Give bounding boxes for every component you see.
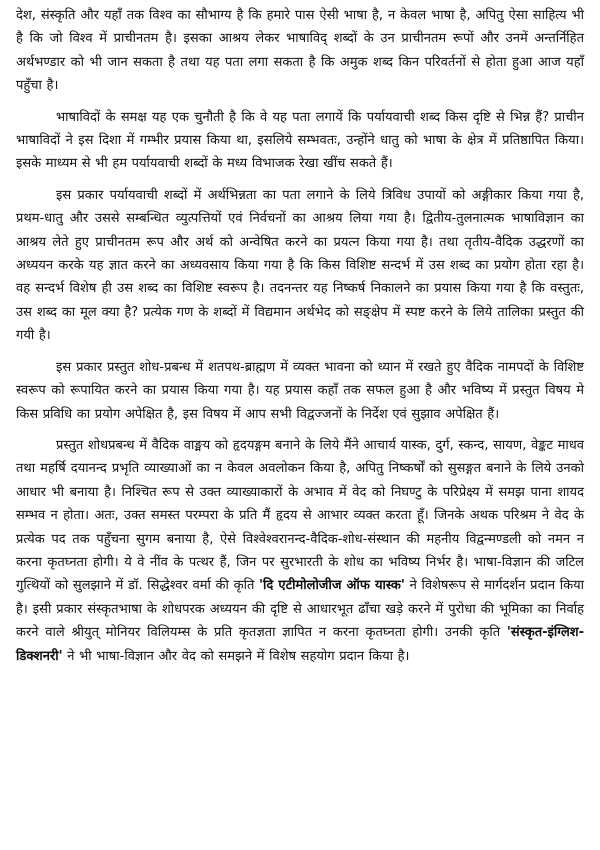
paragraph-1: देश, संस्कृति और यहाँ तक विश्व का सौभाग्य है कि हमारे पास ऐसी भाषा है, न केवल भाषा है, अपितु ऐसा साहित्य भी है कि जो विश्व में प्राचीनतम है। इसका आश्रय लेकर भाषाविद् शब्दों के उन प्राचीनतम रूपों और उनमें अन्तर्निहित अर्थभण्डार को भी जान सकता है तथा यह पता लगा सकता है कि अमुक शब्द किन परिवर्तनों से होता हुआ आज यहाँ पहुँचा है। xyxy=(16,8,584,94)
paragraph-5-part-b: ने विशेषरूप से मार्गदर्शन प्रदान किया है। इसी प्रकार संस्कृतभाषा के शोधपरक अध्ययन की दृष्टि से आधारभूत ढाँचा खड़े करने में पुरोधा की भूमिका का निर्वाह करने वाले श्रीयुत् मोनियर विलियम्स के प्रति कृतज्ञता ज्ञापित न करना कृतघ्नता होगी। उनकी कृति xyxy=(16,578,585,641)
book-title-etymologies: 'दि एटीमोलोजीज ऑफ यास्क' xyxy=(259,578,405,594)
paragraph-5 xyxy=(16,434,584,668)
paragraph-2: भाषाविदों के समक्ष यह एक चुनौती है कि वे यह पता लगायें कि पर्यायवाची शब्द किस दृष्टि से भिन्न हैं? प्राचीन भाषाविदों ने इस दिशा में गम्भीर प्रयास किया था, इसलिये सम्भवतः, उन्होंने धातु को भाषा के क्षेत्र में प्रतिष्ठापित किया। इसके माध्यम से भी हम पर्यायवाची शब्दों के मध्य विभाजक रेखा खींच सकते हैं। xyxy=(16,109,584,172)
paragraph-3: इस प्रकार पर्यायवाची शब्दों में अर्थभिन्नता का पता लगाने के लिये त्रिविध उपायों को अङ्गीकार किया गया है, प्रथम-धातु और उससे सम्बन्धित व्युत्पत्तियों एवं निर्वचनों का आश्रय लिया गया है। द्वितीय-तुलनात्मक भाषाविज्ञान का आश्रय लेते हुए प्राचीनतम रूप और अर्थ को अन्वेषित करने का प्रयत्न किया गया है। तथा तृतीय-वैदिक उद्धरणों का अध्ययन करके यह ज्ञात करने का अध्यवसाय किया गया है कि किस विशिष्ट सन्दर्भ में उस शब्द का प्रयोग होता रहा है। वह सन्दर्भ विशेष ही उस शब्द का विशिष्ट स्वरूप है। तदनन्तर यह निष्कर्ष निकालने का प्रयास किया गया है कि वस्तुतः, उस शब्द का मूल क्या है? प्रत्येक गण के शब्दों में विद्यमान अर्थभेद को सङ्क्षेप में स्पष्ट करने के लिये तालिका प्रस्तुत की गयी है। xyxy=(16,187,584,344)
paragraph-4: इस प्रकार प्रस्तुत शोध-प्रबन्ध में शतपथ-ब्राह्मण में व्यक्त भावना को ध्यान में रखते हुए वैदिक नामपदों के विशिष्ट स्वरूप को रूपायित करने का प्रयास किया गया है। यह प्रयास कहाँ तक सफल हुआ है और भविष्य में प्रस्तुत विषय मे किस प्रविधि का प्रयोग अपेक्षित है, इस विषय में आप सभी विद्वज्जनों के निर्देश एवं सुझाव अपेक्षित हैं। xyxy=(16,359,584,422)
paragraph-5-part-a: प्रस्तुत शोधप्रबन्ध में वैदिक वाङ्मय को हृदयङ्गम बनाने के लिये मैंने आचार्य यास्क, दुर्ग, स्कन्द, सायण, वेङ्कट माधव तथा महर्षि दयानन्द प्रभृति व्याख्याओं का न केवल अवलोकन किया है, अपितु निष्कर्षों को सुसङ्गत बनाने के लिये उनको आधार भी बनाया है। निश्चित रूप से उक्त व्याख्याकारों के अभाव में वेद को निघण्टु के परिप्रेक्ष्य में समझ पाना शायद सम्भव न होता। अतः, उक्त समस्त परम्परा के प्रति मैं हृदय से आभार व्यक्त करता हूँ। जिनके अथक परिश्रम ने वेद के प्रत्येक पद तक पहुँचना सुगम बनाया है, ऐसे विश्वेश्वरानन्द-वैदिक-शोध-संस्थान की महनीय विद्वन्मण्डली को नमन न करना कृतघ्नता होगी। ये वे नींव के पत्थर हैं, जिन पर सुरभारती के शोध का भविष्य निर्भर है। भाषा-विज्ञान की जटिल गुत्थियों को सुलझाने में डॉ. सिद्धेश्वर वर्मा की कृति xyxy=(16,437,584,594)
book-title-dictionary: 'संस्कृत-इंग्लिश-डिक्शनरी' xyxy=(16,625,584,664)
paragraph-5-part-c: ने भी भाषा-विज्ञान और वेद को समझने में विशेष सहयोग प्रदान किया है। xyxy=(62,648,410,664)
